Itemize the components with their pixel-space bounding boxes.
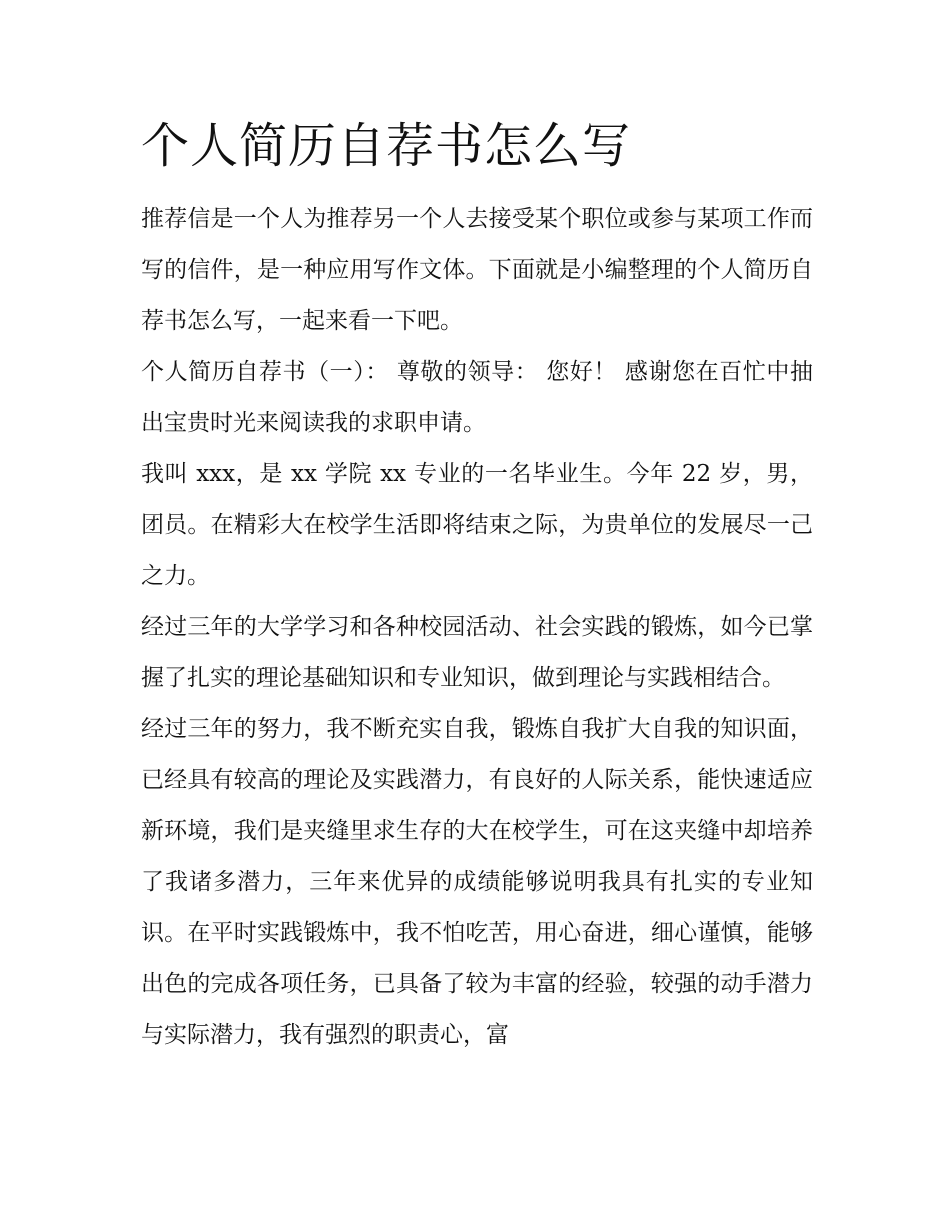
paragraph-abilities: 经过三年的努力，我不断充实自我，锻炼自我扩大自我的知识面，已经具有较高的理论及实践潜力，有良好的人际关系，能快速适应新环境，我们是夹缝里求生存的大在校学生，可在这夹缝中却培养了我诸多潜力，三年来优异的成绩能够说明我具有扎实的专业知识。在平时实践锻炼中，我不怕吃苦，用心奋进，细心谨慎，能够出色的完成各项任务，已具备了较为丰富的经验，较强的动手潜力与实际潜力，我有强烈的职责心，富: [141, 716, 813, 1048]
paragraph-study-experience: 经过三年的大学学习和各种校园活动、社会实践的锻炼，如今已掌握了扎实的理论基础知识和专业知识，做到理论与实践相结合。: [141, 614, 813, 691]
document-title: 个人简历自荐书怎么写: [141, 118, 632, 174]
document-page: [141, 112, 813, 1061]
paragraph-intro: 推荐信是一个人为推荐另一个人去接受某个职位或参与某项工作而写的信件，是一种应用写作文体。下面就是小编整理的个人简历自荐书怎么写，一起来看一下吧。: [141, 206, 813, 334]
paragraph-greeting: 个人简历自荐书（一）： 尊敬的领导： 您好！ 感谢您在百忙中抽出宝贵时光来阅读我的求职申请。: [141, 359, 813, 436]
paragraph-self-introduction: 我叫 xxx，是 xx 学院 xx 专业的一名毕业生。今年 22 岁，男，团员。在精彩大在校学生活即将结束之际，为贵单位的发展尽一己之力。: [141, 461, 813, 589]
